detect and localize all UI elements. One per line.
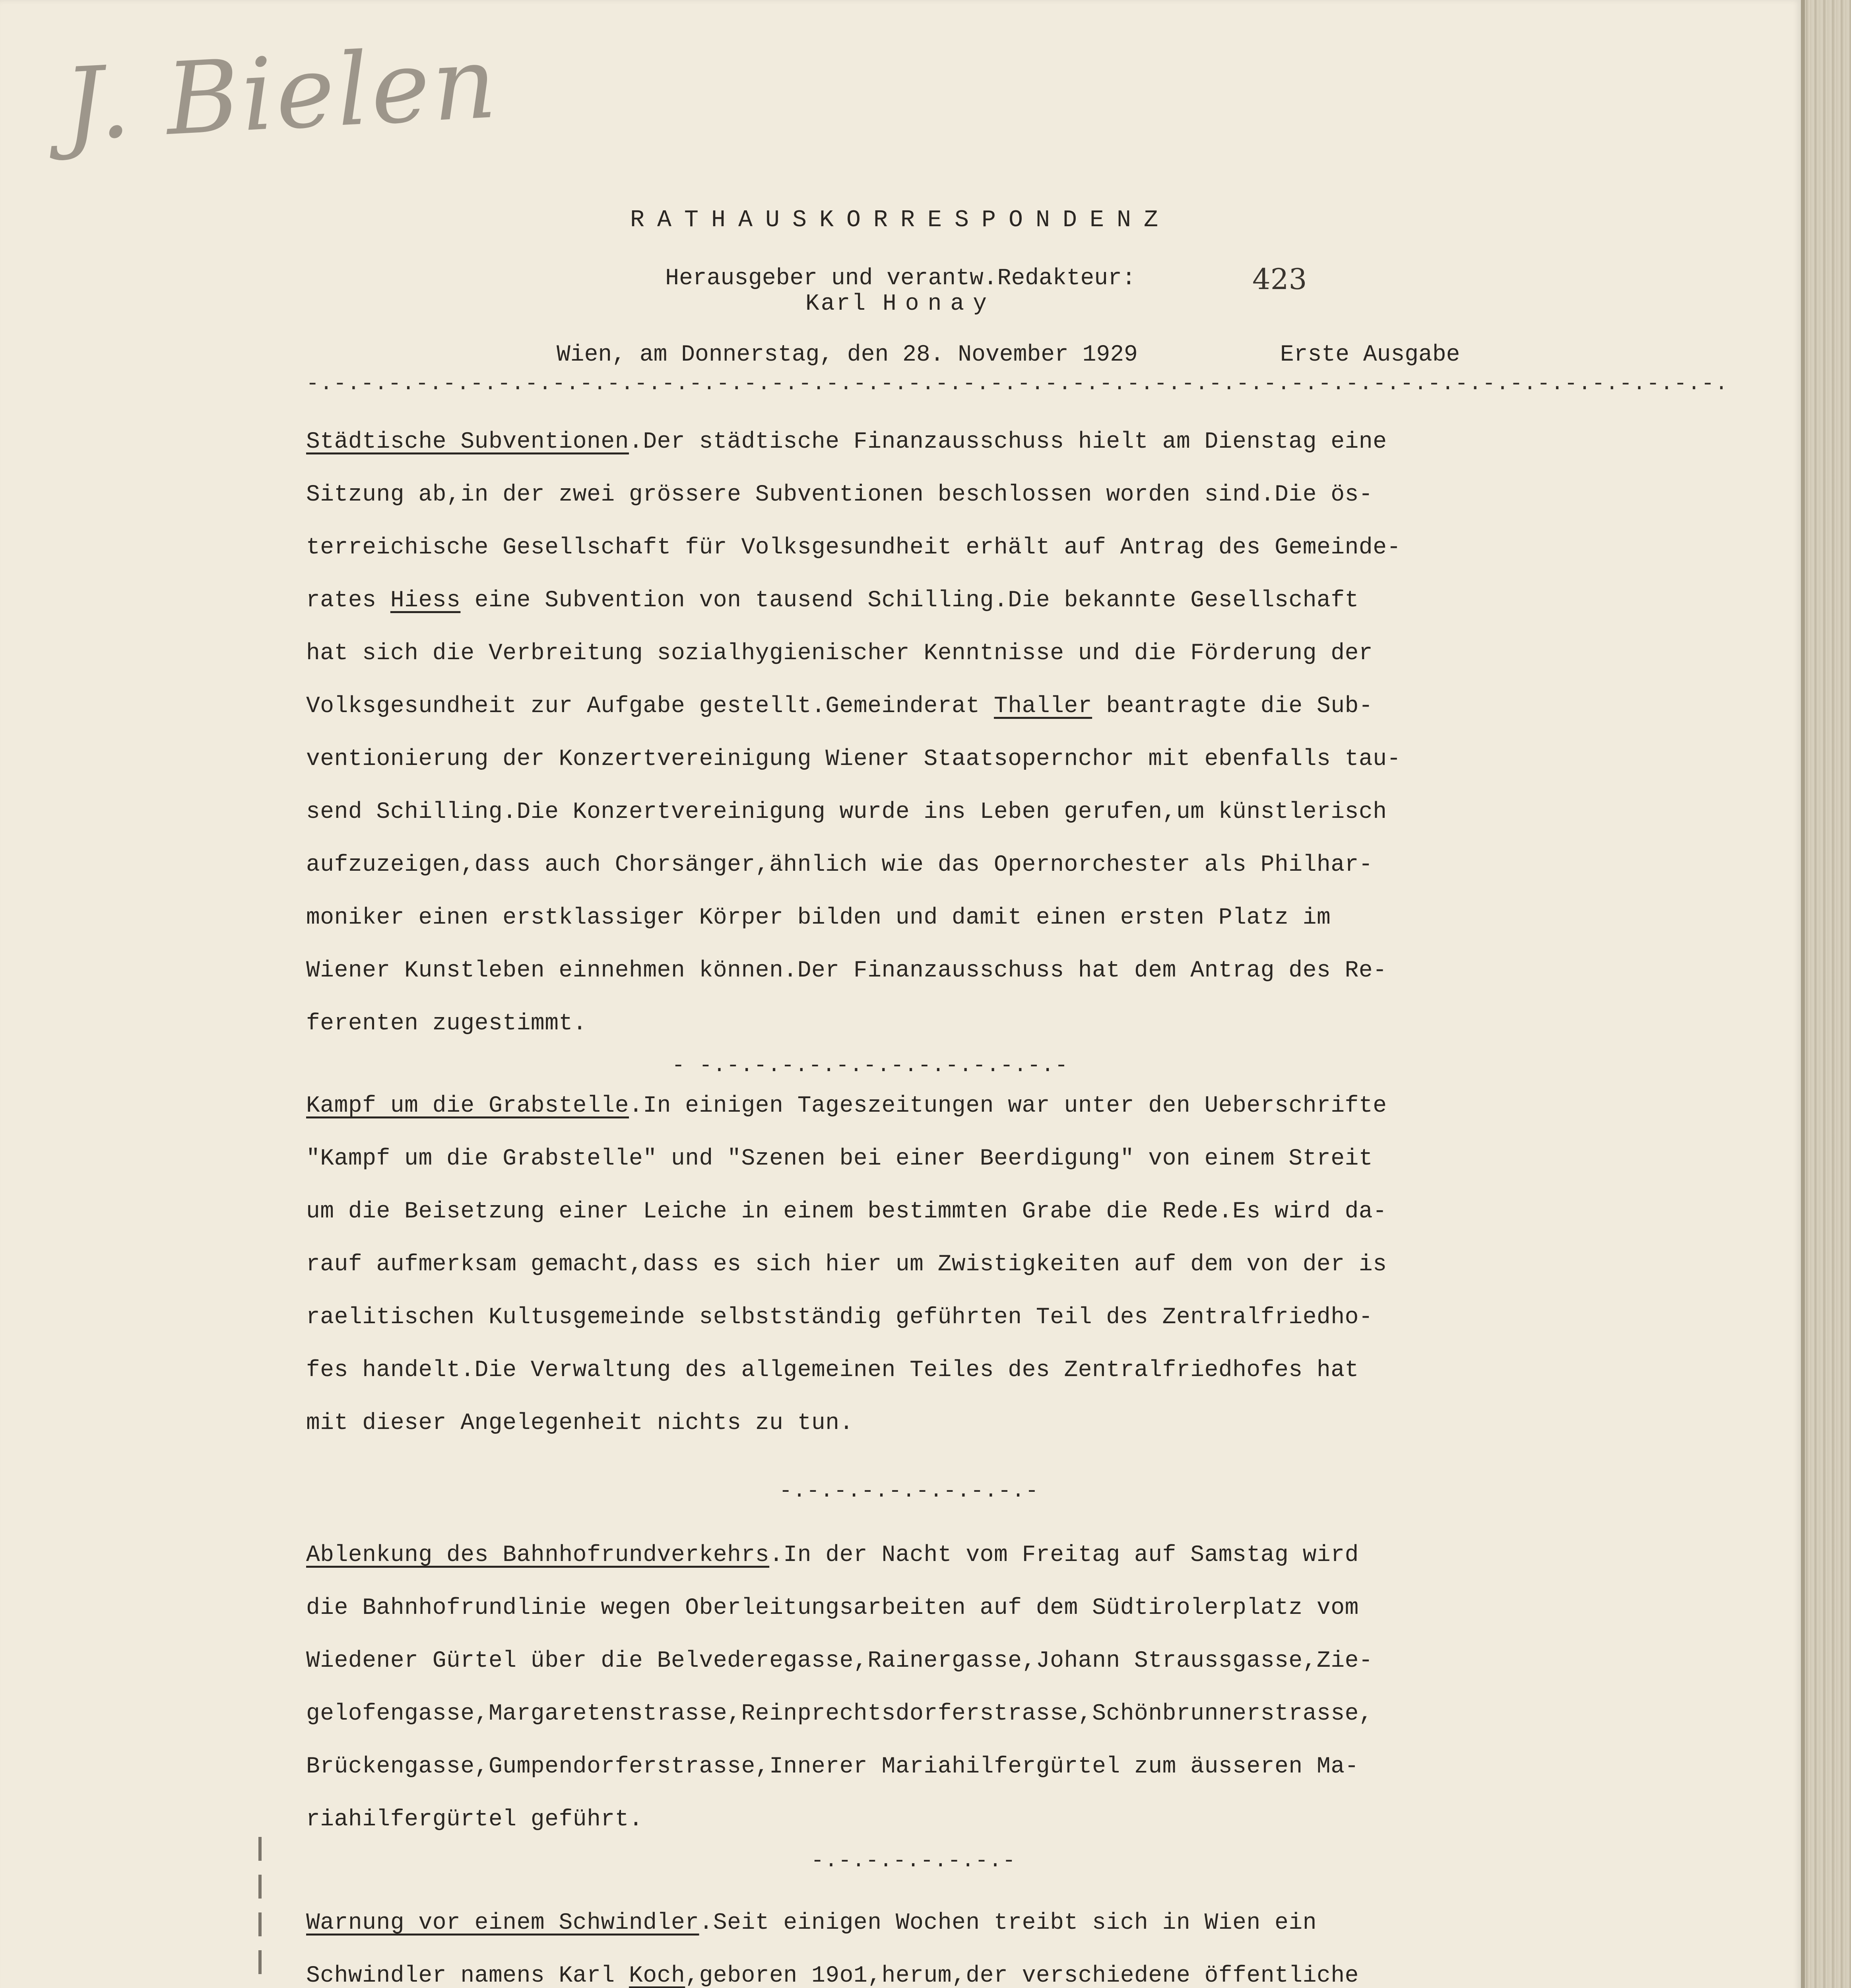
article-line: terreichische Gesellschaft für Volksgesundheit erhält auf Antrag des Gemeinde-	[306, 535, 1401, 561]
page-edge-shadow	[1801, 0, 1805, 1988]
article-line: die Bahnhofrundlinie wegen Oberleitungsarbeiten auf dem Südtirolerplatz vom	[306, 1595, 1359, 1621]
article-line: Sitzung ab,in der zwei grössere Subventionen beschlossen worden sind.Die ös-	[306, 482, 1373, 508]
article-bahnhofrundverkehr	[306, 1529, 1554, 1846]
article-text: beantragte die Sub-	[1106, 693, 1373, 719]
article-line: mit dieser Angelegenheit nichts zu tun.	[306, 1410, 854, 1436]
article-line: aufzuzeigen,dass auch Chorsänger,ähnlich wie das Opernorchester als Philhar-	[306, 852, 1373, 878]
article-line: raelitischen Kultusgemeinde selbstständig geführten Teil des Zentralfriedho-	[306, 1305, 1373, 1330]
article-line	[306, 1079, 1554, 1132]
article-grabstelle	[306, 1079, 1554, 1450]
person-name: Koch	[629, 1963, 685, 1988]
article-text: rates	[306, 588, 376, 613]
page-number: 423	[1252, 262, 1307, 296]
article-text: ,geboren 19o1,herum,der verschiedene öffentliche	[685, 1963, 1359, 1988]
dateline: Wien, am Donnerstag, den 28. November 1929	[557, 342, 1138, 368]
article-line	[306, 680, 1554, 733]
article-separator: - -.-.-.-.-.-.-.-.-.-.-.-.-.-	[672, 1054, 1069, 1078]
article-line: Wiener Kunstleben einnehmen können.Der Finanzausschuss hat dem Antrag des Re-	[306, 958, 1387, 984]
article-line: gelofengasse,Margaretenstrasse,Reinprechtsdorferstrasse,Schönbrunnerstrasse,	[306, 1701, 1373, 1727]
article-text: Volksgesundheit zur Aufgabe gestellt.Gemeinderat	[306, 693, 980, 719]
edition-label: Erste Ausgabe	[1280, 342, 1460, 368]
editor-first-name: Karl	[805, 291, 867, 317]
article-line	[306, 574, 1554, 627]
masthead: RATHAUSKORRESPONDENZ	[630, 207, 1171, 234]
article-line: Brückengasse,Gumpendorferstrasse,Innerer Mariahilfergürtel zum äusseren Ma-	[306, 1754, 1359, 1780]
article-text: eine Subvention von tausend Schilling.Die bekannte Gesellschaft	[474, 588, 1359, 613]
article-line: ventionierung der Konzertvereinigung Wiener Staatsopernchor mit ebenfalls tau-	[306, 746, 1401, 772]
person-name: Thaller	[993, 693, 1092, 719]
article-line	[306, 1897, 1554, 1949]
article-text: .In der Nacht vom Freitag auf Samstag wird	[769, 1542, 1359, 1568]
page-edges	[1801, 0, 1851, 1988]
person-name: Hiess	[390, 588, 461, 613]
article-separator: -.-.-.-.-.-.-.-	[811, 1849, 1017, 1873]
article-text: Schwindler namens Karl	[306, 1963, 615, 1988]
article-title: Warnung vor einem Schwindler	[306, 1910, 699, 1936]
article-text: .Der städtische Finanzausschuss hielt am Dienstag eine	[629, 429, 1387, 455]
article-text: .Seit einigen Wochen treibt sich in Wien ein	[699, 1910, 1317, 1936]
margin-pencil-mark	[258, 1837, 262, 1988]
article-line: send Schilling.Die Konzertvereinigung wurde ins Leben gerufen,um künstlerisch	[306, 799, 1387, 825]
article-line: fes handelt.Die Verwaltung des allgemeinen Teiles des Zentralfriedhofes hat	[306, 1357, 1359, 1383]
article-title: Kampf um die Grabstelle	[306, 1093, 629, 1119]
article-line: Wiedener Gürtel über die Belvederegasse,Rainergasse,Johann Straussgasse,Zie-	[306, 1648, 1373, 1674]
article-separator: -.-.-.-.-.-.-.-.-.-	[779, 1479, 1039, 1503]
article-line	[306, 1529, 1554, 1582]
article-line	[306, 1949, 1554, 1988]
article-line: um die Beisetzung einer Leiche in einem bestimmten Grabe die Rede.Es wird da-	[306, 1199, 1387, 1225]
article-schwindler	[306, 1897, 1554, 1988]
editor-name	[0, 291, 1801, 317]
article-line: "Kampf um die Grabstelle" und "Szenen bei einer Beerdigung" von einem Streit	[306, 1146, 1373, 1172]
header-rule: -.-.-.-.-.-.-.-.-.-.-.-.-.-.-.-.-.-.-.-.-.-.-.-.-.-.-.-.-.-.-.-.-.-.-.-.-.-.-.-.-.-.-.-.-.-.-.-.-.-.-.-.	[306, 372, 1729, 396]
article-line: moniker einen erstklassiger Körper bilden und damit einen ersten Platz im	[306, 905, 1331, 931]
article-line: rauf aufmerksam gemacht,dass es sich hier um Zwistigkeiten auf dem von der is	[306, 1252, 1387, 1277]
handwritten-signature: J. Bielen	[61, 24, 502, 163]
article-subventionen	[306, 415, 1554, 1050]
article-title: Ablenkung des Bahnhofrundverkehrs	[306, 1542, 770, 1568]
article-title: Städtische Subventionen	[306, 429, 629, 455]
article-line: ferenten zugestimmt.	[306, 1011, 587, 1037]
article-text: .In einigen Tageszeitungen war unter den Ueberschrifte	[629, 1093, 1387, 1119]
article-line	[306, 415, 1554, 468]
article-line: hat sich die Verbreitung sozialhygienischer Kenntnisse und die Förderung der	[306, 641, 1373, 666]
publisher-line: Herausgeber und verantw.Redakteur:	[665, 266, 1136, 291]
editor-last-name: Honay	[883, 291, 996, 317]
article-line: riahilfergürtel geführt.	[306, 1807, 643, 1833]
